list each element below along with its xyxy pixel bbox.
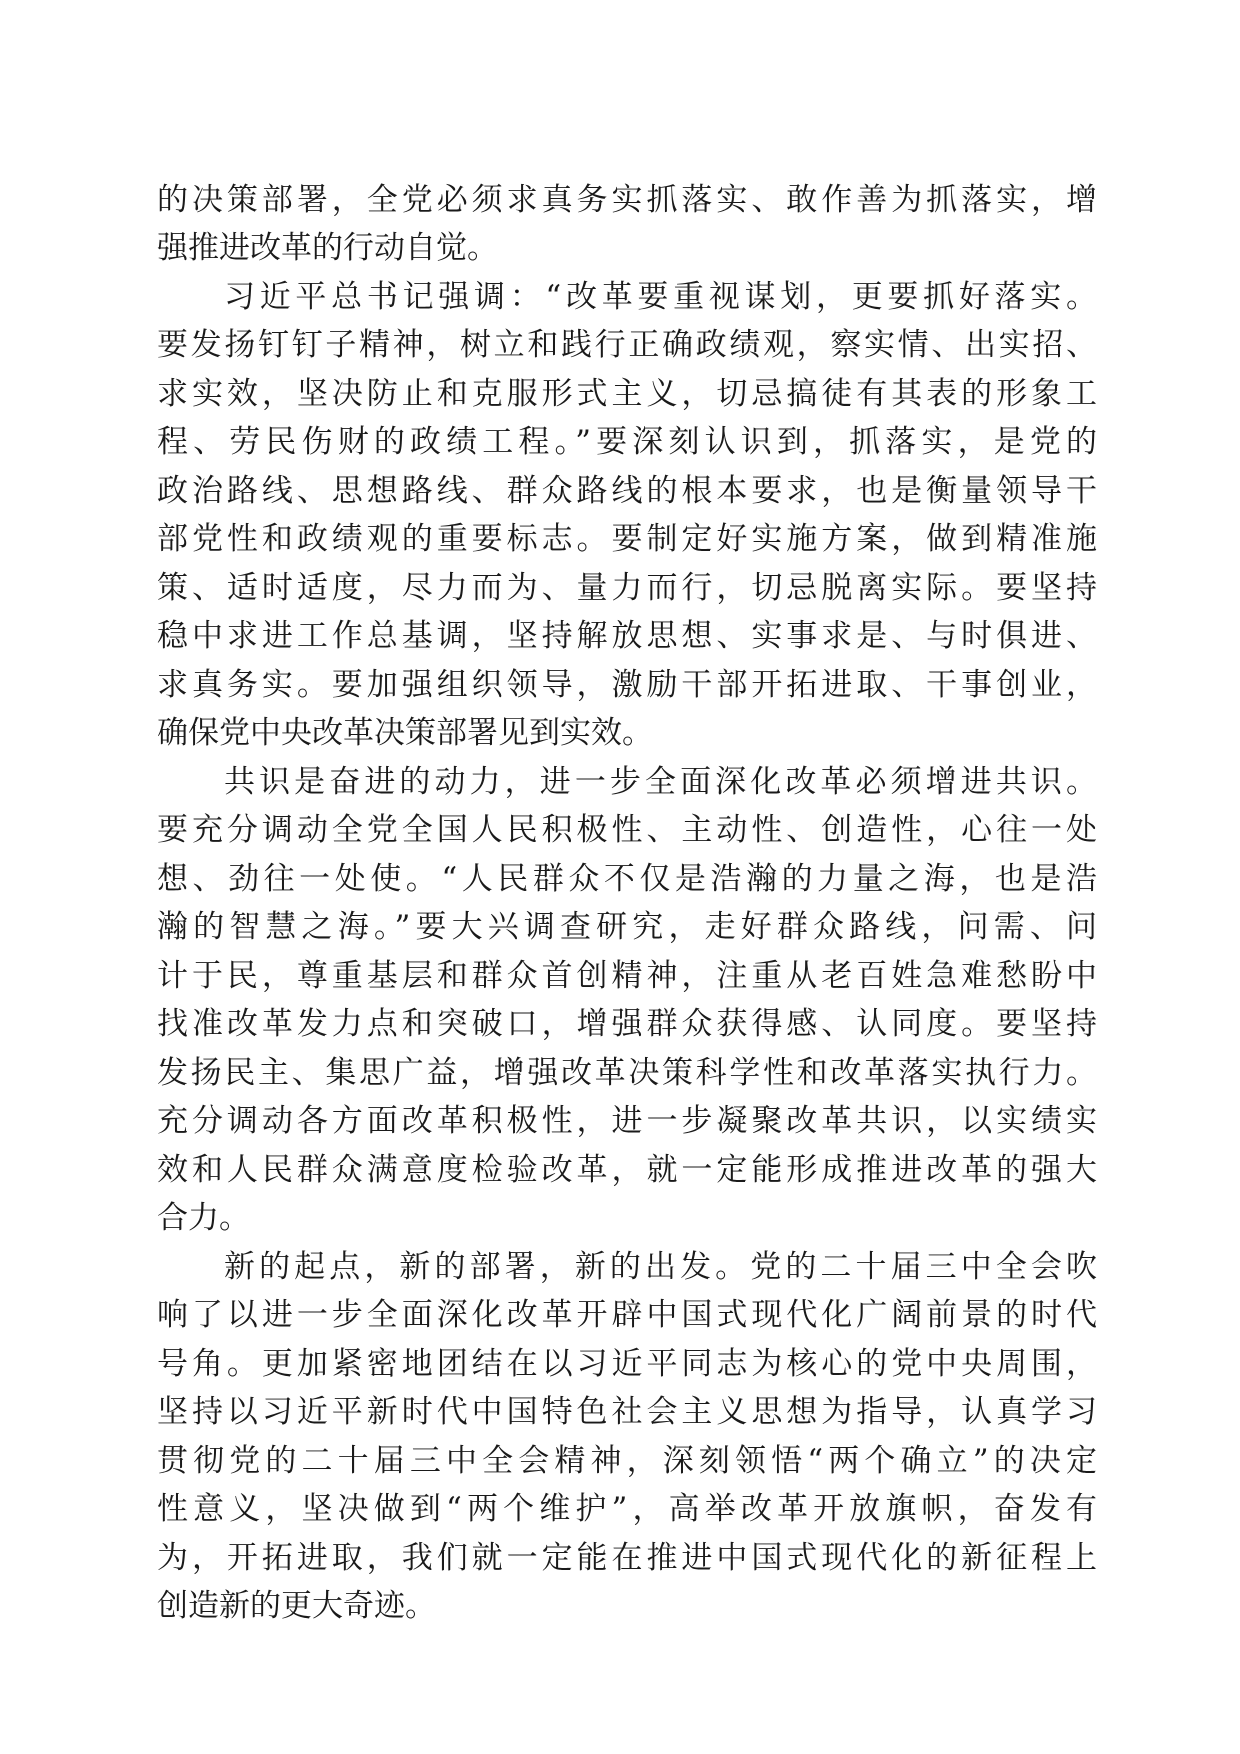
paragraph-first-line: 共识是奋进的动力，进一步全面深化改革必须增进共识。 — [224, 764, 1097, 800]
text-line: 充分调动各方面改革积极性，进一步凝聚改革共识，以实绩实 — [157, 1103, 1097, 1139]
text-line: 计于民，尊重基层和群众首创精神，注重从老百姓急难愁盼中 — [157, 958, 1097, 994]
text-line: 性意义，坚决做到“两个维护”，高举改革开放旗帜，奋发有 — [157, 1491, 1097, 1527]
text-line: 政治路线、思想路线、群众路线的根本要求，也是衡量领导干 — [157, 473, 1097, 509]
paragraph-first-line: 习近平总书记强调：“改革要重视谋划，更要抓好落实。 — [224, 279, 1097, 315]
text-line: 要发扬钉钉子精神，树立和践行正确政绩观，察实情、出实招、 — [157, 327, 1097, 363]
text-line: 瀚的智慧之海。”要大兴调查研究，走好群众路线，问需、问 — [157, 909, 1097, 945]
text-line: 确保党中央改革决策部署见到实效。 — [157, 715, 653, 751]
text-line: 策、适时适度，尽力而为、量力而行，切忌脱离实际。要坚持 — [157, 570, 1097, 606]
text-line: 强推进改革的行动自觉。 — [157, 230, 498, 266]
text-line: 贯彻党的二十届三中全会精神，深刻领悟“两个确立”的决定 — [157, 1443, 1097, 1479]
text-line: 要充分调动全党全国人民积极性、主动性、创造性，心往一处 — [157, 812, 1097, 848]
text-line: 为，开拓进取，我们就一定能在推进中国式现代化的新征程上 — [157, 1540, 1097, 1576]
text-line: 坚持以习近平新时代中国特色社会主义思想为指导，认真学习 — [157, 1394, 1097, 1430]
text-line: 想、劲往一处使。“人民群众不仅是浩瀚的力量之海，也是浩 — [157, 861, 1097, 897]
text-line: 创造新的更大奇迹。 — [157, 1588, 436, 1624]
text-line: 部党性和政绩观的重要标志。要制定好实施方案，做到精准施 — [157, 521, 1097, 557]
text-line: 效和人民群众满意度检验改革，就一定能形成推进改革的强大 — [157, 1152, 1097, 1188]
text-line: 求真务实。要加强组织领导，激励干部开拓进取、干事创业， — [157, 667, 1097, 703]
text-line: 找准改革发力点和突破口，增强群众获得感、认同度。要坚持 — [157, 1006, 1097, 1042]
text-line: 发扬民主、集思广益，增强改革决策科学性和改革落实执行力。 — [157, 1055, 1097, 1091]
text-line: 稳中求进工作总基调，坚持解放思想、实事求是、与时俱进、 — [157, 618, 1097, 654]
text-line: 求实效，坚决防止和克服形式主义，切忌搞徒有其表的形象工 — [157, 376, 1097, 412]
text-line: 的决策部署，全党必须求真务实抓落实、敢作善为抓落实，增 — [157, 182, 1097, 218]
text-line: 号角。更加紧密地团结在以习近平同志为核心的党中央周围， — [157, 1346, 1097, 1382]
paragraph-first-line: 新的起点，新的部署，新的出发。党的二十届三中全会吹 — [224, 1249, 1097, 1285]
text-line: 合力。 — [157, 1200, 250, 1236]
text-line: 响了以进一步全面深化改革开辟中国式现代化广阔前景的时代 — [157, 1297, 1097, 1333]
text-line: 程、劳民伤财的政绩工程。”要深刻认识到，抓落实，是党的 — [157, 424, 1097, 460]
